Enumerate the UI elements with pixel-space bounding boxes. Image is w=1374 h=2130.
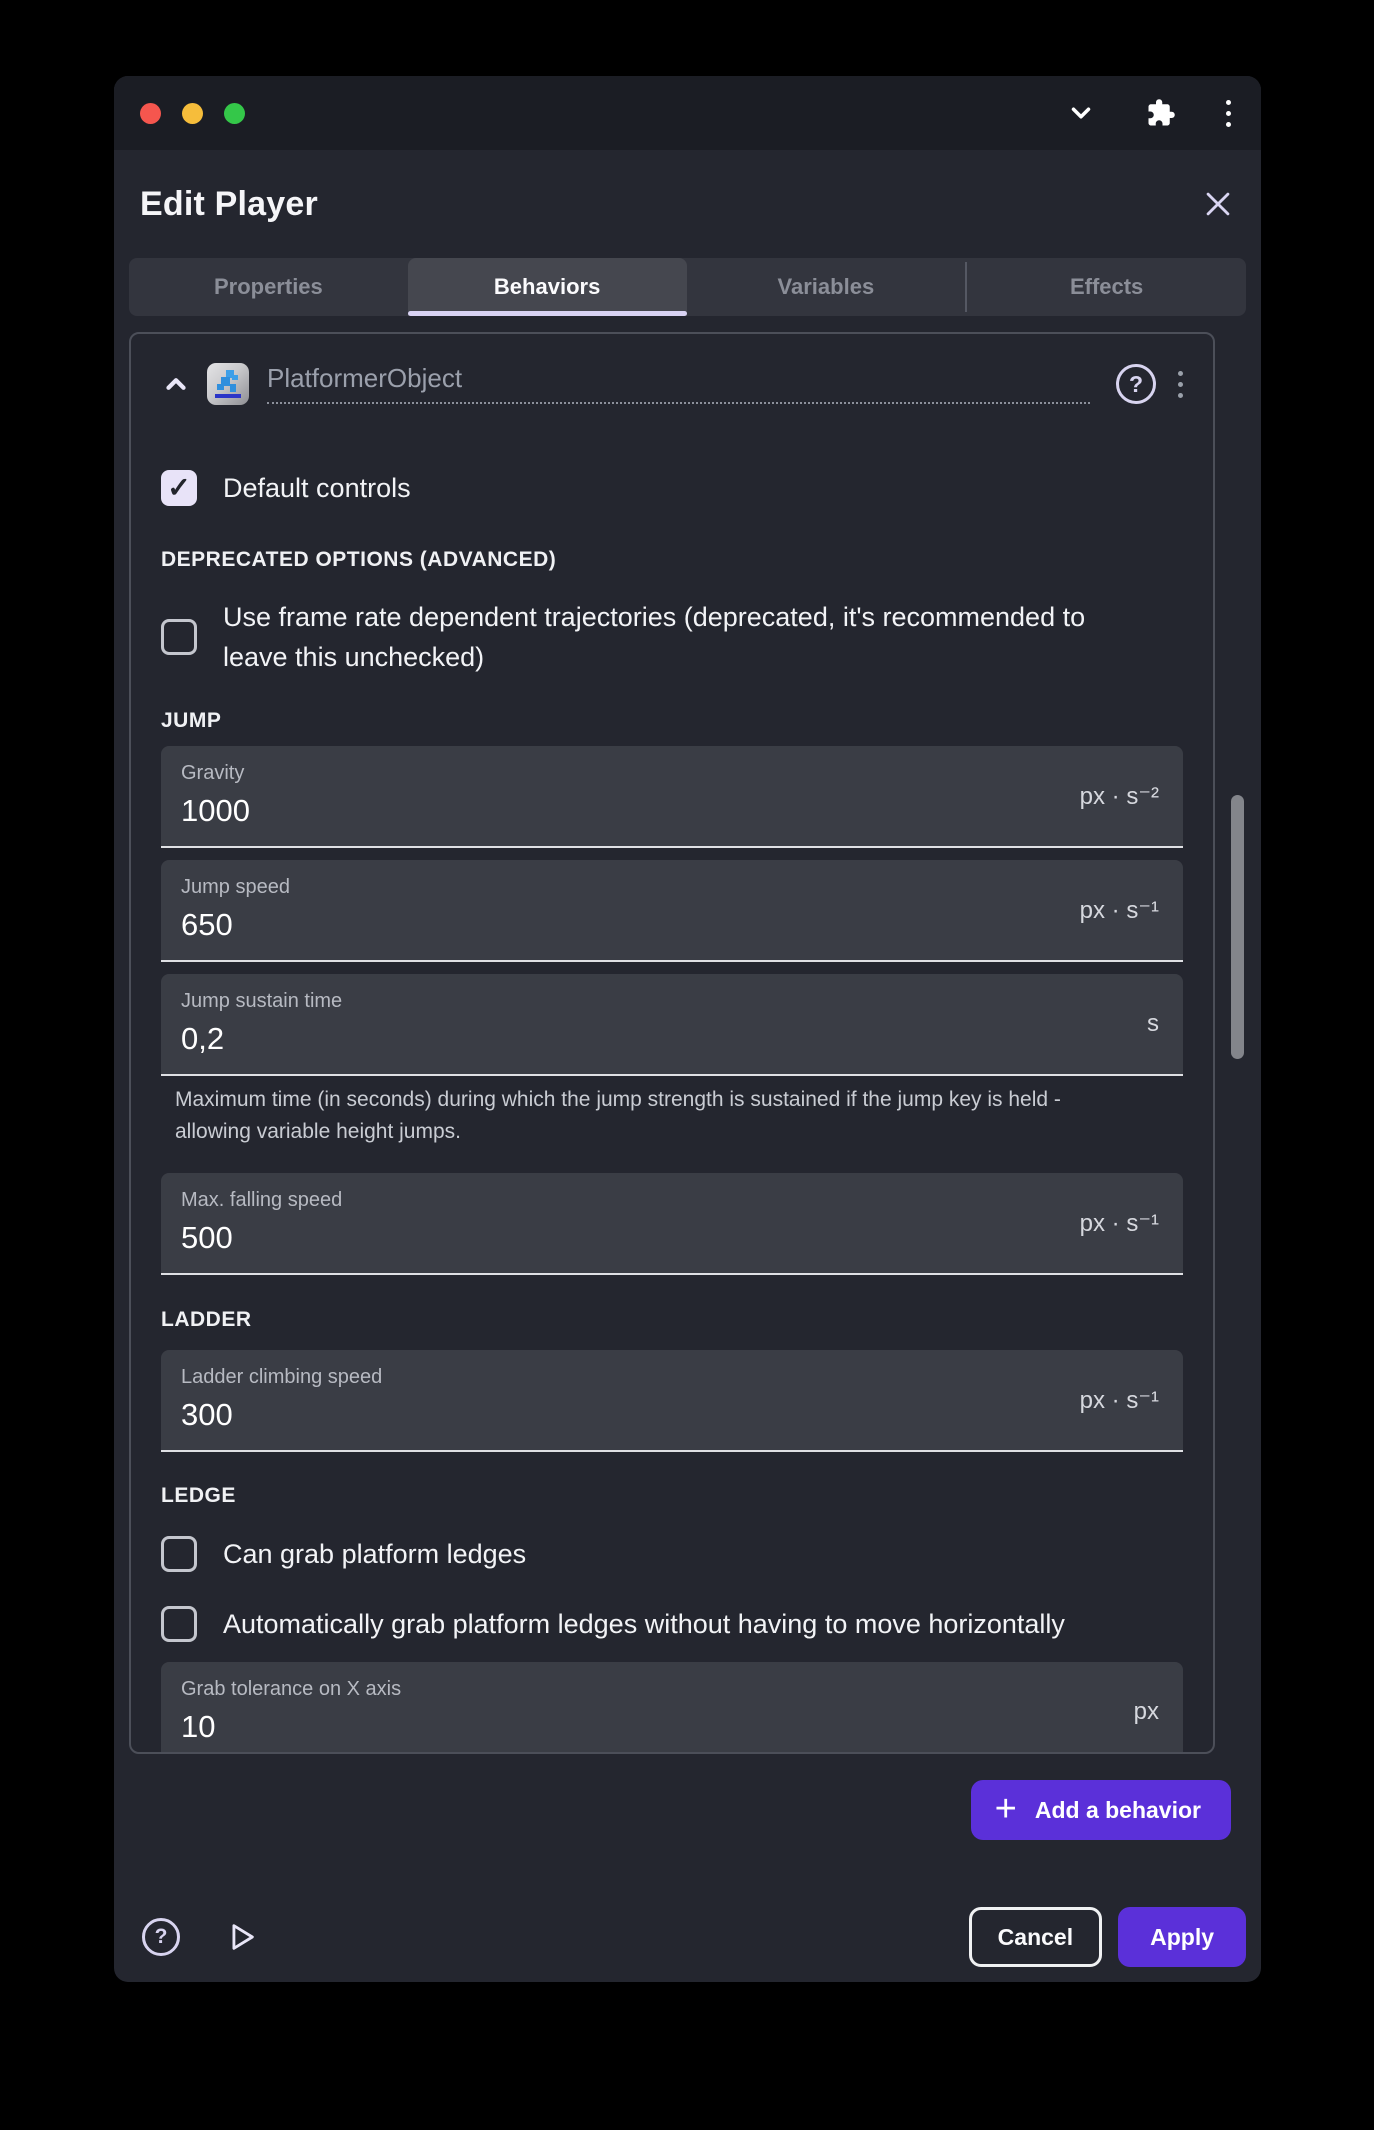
dialog-header xyxy=(114,150,1261,226)
add-behavior-label: Add a behavior xyxy=(1034,1796,1201,1823)
page-title: Edit Player xyxy=(140,184,318,223)
grab-tolerance-label: Grab tolerance on X axis xyxy=(181,1677,402,1700)
platformer-behavior-icon xyxy=(207,363,249,405)
ladder-climbing-speed-unit: px · s⁻¹ xyxy=(1079,1386,1159,1414)
zoom-window-button[interactable] xyxy=(224,103,245,124)
frame-rate-row xyxy=(161,597,1183,678)
behavior-options-kebab-icon[interactable] xyxy=(1178,371,1183,398)
can-grab-row xyxy=(161,1534,1183,1575)
max-falling-speed-field xyxy=(161,1173,1183,1275)
default-controls-checkbox[interactable] xyxy=(161,470,197,506)
tab-behaviors[interactable]: Behaviors xyxy=(408,258,687,316)
preview-play-icon[interactable] xyxy=(224,1920,258,1954)
add-behavior-row xyxy=(114,1780,1231,1840)
ladder-climbing-speed-field xyxy=(161,1350,1183,1452)
jump-speed-input[interactable] xyxy=(181,907,817,943)
frame-rate-label: Use frame rate dependent trajectories (deprecated, it's recommended to leave this unchecked) xyxy=(223,601,1086,672)
chevron-down-icon[interactable] xyxy=(1066,98,1096,128)
jump-sustain-time-label: Jump sustain time xyxy=(181,989,343,1012)
default-controls-row xyxy=(161,468,1183,509)
dialog-help-icon[interactable]: ? xyxy=(142,1918,180,1956)
add-behavior-button[interactable]: + Add a behavior xyxy=(971,1780,1231,1840)
auto-grab-row xyxy=(161,1604,1183,1645)
jump-speed-field xyxy=(161,860,1183,962)
tab-effects[interactable]: Effects xyxy=(967,258,1246,316)
window-titlebar xyxy=(114,76,1261,150)
grab-tolerance-field xyxy=(161,1662,1183,1754)
grab-tolerance-unit: px xyxy=(1133,1697,1159,1725)
max-falling-speed-label: Max. falling speed xyxy=(181,1188,343,1211)
behavior-header xyxy=(161,356,1183,412)
grab-tolerance-input[interactable] xyxy=(181,1709,817,1745)
edit-player-dialog-window xyxy=(114,76,1261,1982)
auto-grab-ledges-label: Automatically grab platform ledges without having to move horizontally xyxy=(223,1609,1065,1640)
gravity-input[interactable] xyxy=(181,793,817,829)
tab-properties[interactable]: Properties xyxy=(129,258,408,316)
minimize-window-button[interactable] xyxy=(182,103,203,124)
frame-rate-checkbox[interactable] xyxy=(161,619,197,655)
window-controls xyxy=(140,103,245,124)
dialog-footer xyxy=(114,1907,1261,1967)
deprecated-options-heading: DEPRECATED OPTIONS (ADVANCED) xyxy=(161,547,557,571)
extensions-puzzle-icon[interactable] xyxy=(1146,98,1176,128)
behavior-panel xyxy=(129,332,1215,1754)
behavior-name-field[interactable]: PlatformerObject xyxy=(267,364,1090,405)
cancel-button[interactable]: Cancel xyxy=(969,1907,1102,1967)
collapse-behavior-chevron-up-icon[interactable] xyxy=(161,369,191,399)
auto-grab-ledges-checkbox[interactable] xyxy=(161,1606,197,1642)
jump-speed-unit: px · s⁻¹ xyxy=(1079,896,1159,924)
can-grab-ledges-checkbox[interactable] xyxy=(161,1536,197,1572)
jump-section-heading: JUMP xyxy=(161,708,222,732)
close-window-button[interactable] xyxy=(140,103,161,124)
behavior-help-icon[interactable]: ? xyxy=(1116,364,1156,404)
jump-sustain-time-field xyxy=(161,974,1183,1076)
ladder-climbing-speed-label: Ladder climbing speed xyxy=(181,1365,383,1388)
check-icon: ✓ xyxy=(167,472,191,504)
ladder-climbing-speed-input[interactable] xyxy=(181,1397,817,1433)
scrollbar-thumb[interactable] xyxy=(1231,795,1244,1059)
browser-menu-kebab-icon[interactable] xyxy=(1226,100,1231,127)
gravity-field xyxy=(161,746,1183,848)
close-dialog-icon[interactable] xyxy=(1201,187,1235,221)
jump-sustain-help-text: Maximum time (in seconds) during which the jump strength is sustained if the jump key is held - allowing variable height jumps. xyxy=(175,1087,1061,1144)
max-falling-speed-input[interactable] xyxy=(181,1220,817,1256)
ledge-section-heading: LEDGE xyxy=(161,1483,236,1507)
dialog-tabs xyxy=(129,258,1246,316)
jump-sustain-time-unit: s xyxy=(1147,1009,1159,1037)
jump-sustain-time-input[interactable] xyxy=(181,1021,817,1057)
gravity-label: Gravity xyxy=(181,761,245,784)
tab-variables[interactable]: Variables xyxy=(687,258,966,316)
default-controls-label: Default controls xyxy=(223,473,411,503)
ladder-section-heading: LADDER xyxy=(161,1307,252,1331)
gravity-unit: px · s⁻² xyxy=(1079,782,1159,810)
jump-speed-label: Jump speed xyxy=(181,875,290,898)
can-grab-ledges-label: Can grab platform ledges xyxy=(223,1538,527,1569)
apply-button[interactable]: Apply xyxy=(1118,1907,1246,1967)
max-falling-speed-unit: px · s⁻¹ xyxy=(1079,1209,1159,1237)
